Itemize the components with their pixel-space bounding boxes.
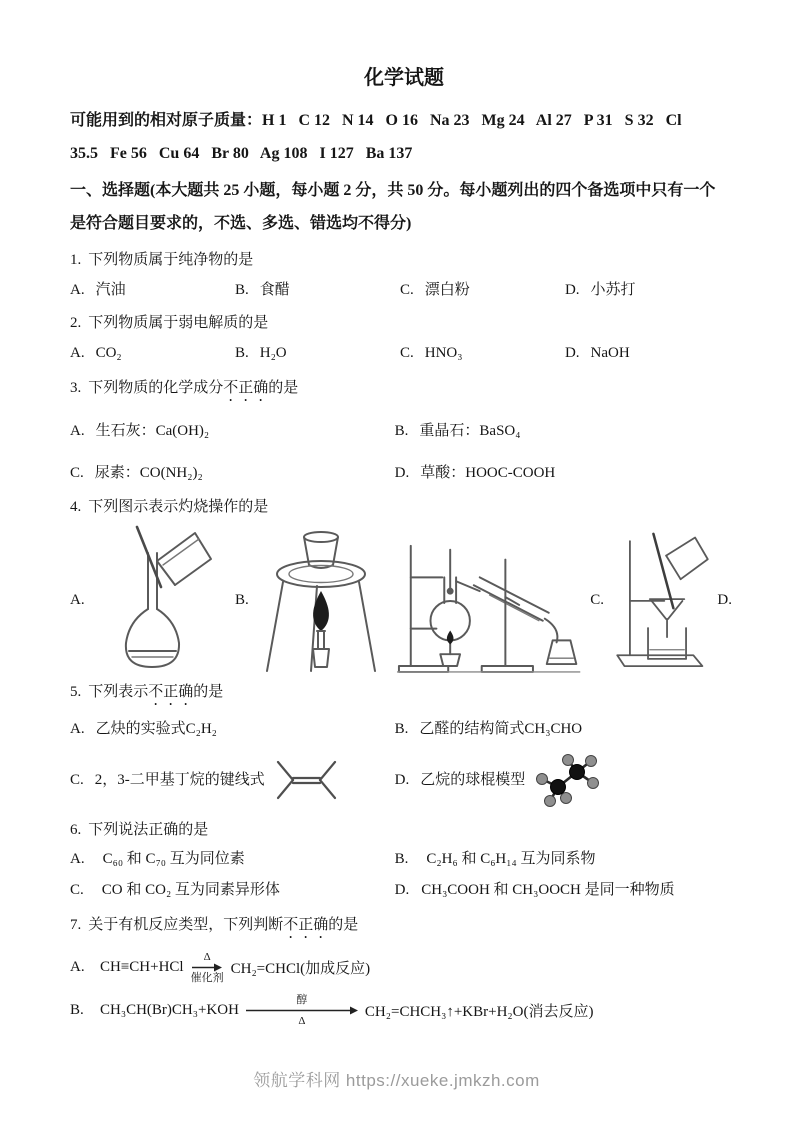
option-b: B. C₂H₆ 和 C₆H₁₄ 互为同系物	[394, 851, 596, 867]
question-number: 1.	[70, 252, 82, 268]
emphasized-text: 不正确	[283, 917, 329, 933]
question-5-stem: 5. 下列表示不正确的是	[70, 684, 224, 700]
question-number: 5.	[70, 684, 82, 700]
arrow-above-label: 醇	[296, 993, 308, 1006]
option-a: A. 汽油	[70, 282, 126, 298]
exam-page	[70, 64, 738, 1028]
question-1-stem: 1. 下列物质属于纯净物的是	[70, 252, 254, 268]
question-7-stem: 7. 关于有机反应类型，下列判断不正确的是	[70, 917, 359, 933]
question-3	[70, 376, 738, 489]
question-7	[70, 913, 738, 1028]
question-3-options-cd	[70, 457, 738, 489]
option-c: C. 漂白粉	[399, 282, 470, 298]
question-number: 7.	[70, 917, 82, 933]
option-d: D. 乙烷的球棍模型	[395, 753, 720, 807]
question-5-options-cd	[70, 752, 738, 808]
page-title: 化学试题	[364, 67, 444, 89]
section-header-line-1: 一、选择题(本大题共 25 小题，每小题 2 分，共 50 分。每小题列出的四个备选项中只有一个	[70, 182, 716, 199]
filtration-apparatus-diagram	[610, 525, 711, 675]
question-number: 4.	[70, 499, 82, 515]
reaction-arrow	[191, 951, 224, 984]
question-1-options	[70, 278, 738, 303]
option-b: B. 乙醛的结构简式CH₃CHO	[394, 721, 583, 737]
option-b: B. H₂O	[234, 345, 287, 361]
question-6-stem: 6. 下列说法正确的是	[70, 822, 209, 838]
diagram-option-a: A.	[70, 524, 235, 676]
arrow-below-label: 催化剂	[190, 971, 224, 984]
option-c: C. 尿素：CO(NH₂)₂	[70, 465, 203, 481]
atomic-masses-line-2: 35.5 Fe 56 Cu 64 Br 80 Ag 108 I 127 Ba 137	[70, 145, 413, 162]
option-b: B. 食醋	[234, 282, 290, 298]
question-5	[70, 680, 738, 808]
equation-rhs: CH₂=CHCl(加成反应)	[230, 960, 371, 977]
long-right-arrow-icon	[246, 1006, 358, 1015]
option-c: C. CO 和 CO₂ 互为同素异形体	[70, 882, 280, 898]
option-c: C. 2，3-二甲基丁烷的键线式	[70, 752, 395, 808]
footer-watermark: 领航学科网 https://xueke.jmkzh.com	[253, 1071, 540, 1090]
question-3-options-ab	[70, 415, 738, 447]
ball-and-stick-model-diagram	[533, 753, 599, 807]
option-a: A. 生石灰：Ca(OH)₂	[70, 423, 210, 439]
option-d: D. NaOH	[564, 345, 630, 361]
question-4-diagrams	[70, 524, 738, 676]
atomic-masses-line-1: 可能用到的相对原子质量：H 1 C 12 N 14 O 16 Na 23 Mg 24 Al 27 P 31 S 32 Cl	[70, 112, 682, 129]
distillation-apparatus-diagram	[395, 525, 582, 675]
option-a: A. C₆₀ 和 C₇₀ 互为同位素	[70, 851, 245, 867]
option-a: A. 乙炔的实验式C₂H₂	[70, 721, 217, 737]
question-number: 2.	[70, 315, 82, 331]
question-6-options-ab	[70, 847, 738, 872]
equation-option-b: B. CH₃CH(Br)CH₃+KOH 醇 Δ CH₂=CHCH₃↑+KBr+H₂O(消去反应)	[70, 993, 594, 1027]
crucible-on-tripod-heating-diagram	[255, 525, 387, 675]
option-b: B. 重晶石：BaSO₄	[394, 423, 521, 439]
equation-lhs: CH₃CH(Br)CH₃+KOH	[100, 1001, 239, 1018]
option-a: A. CO₂	[70, 345, 122, 361]
arrow-above-label: Δ	[203, 950, 211, 963]
question-number: 3.	[70, 380, 82, 396]
option-d: D. CH₃COOH 和 CH₃OOCH 是同一种物质	[394, 882, 675, 898]
question-4-stem: 4. 下列图示表示灼烧操作的是	[70, 499, 269, 515]
question-1	[70, 248, 738, 303]
option-d: D. 草酸：HOOC-COOH	[394, 465, 556, 481]
question-5-options-ab	[70, 717, 738, 742]
question-number: 6.	[70, 822, 82, 838]
option-d: D. 小苏打	[564, 282, 636, 298]
question-3-stem: 3. 下列物质的化学成分不正确的是	[70, 380, 299, 396]
pour-liquid-into-volumetric-flask-diagram	[91, 525, 213, 675]
diagram-option-b: B.	[235, 524, 395, 676]
question-2	[70, 311, 738, 366]
question-6	[70, 818, 738, 903]
arrow-below-label: Δ	[298, 1014, 306, 1027]
skeletal-formula-diagram	[273, 752, 341, 808]
section-header	[70, 174, 738, 240]
question-4	[70, 495, 738, 676]
equation-option-a: A. CH≡CH+HCl Δ 催化剂 CH₂=CHCl(加成反应)	[70, 950, 371, 984]
reaction-arrow	[246, 994, 358, 1027]
question-6-options-cd	[70, 878, 738, 903]
option-c: C. HNO₃	[399, 345, 463, 361]
section-header-line-2: 是符合题目要求的，不选、多选、错选均不得分)	[70, 215, 412, 232]
question-2-options	[70, 341, 738, 366]
question-2-stem: 2. 下列物质属于弱电解质的是	[70, 315, 269, 331]
emphasized-text: 不正确	[148, 684, 194, 700]
emphasized-text: 不正确	[223, 380, 269, 396]
equation-lhs: CH≡CH+HCl	[100, 958, 184, 975]
diagram-option-d: D.	[610, 524, 738, 676]
equation-rhs: CH₂=CHCH₃↑+KBr+H₂O(消去反应)	[364, 1003, 594, 1020]
diagram-option-c: C.	[395, 524, 610, 676]
right-arrow-icon	[192, 963, 222, 972]
